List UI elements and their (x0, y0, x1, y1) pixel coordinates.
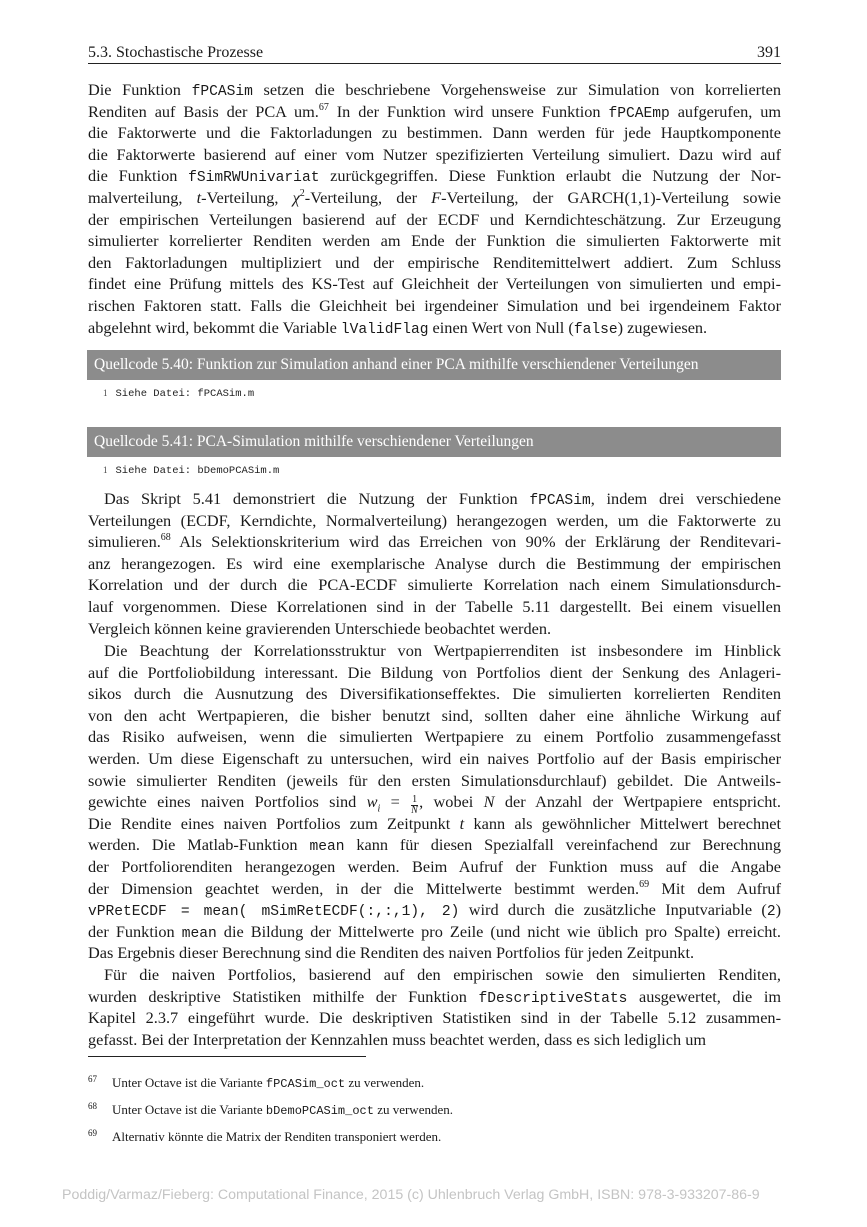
line-number: 1 (103, 388, 108, 398)
text-line: Für die naiven Portfolios, basierend auf den empirischen sowie den simulierten Renditen, (104, 965, 781, 984)
text-line: findet eine Prüfung mittels des KS-Test auf Gleichheit der Verteilungen von simulierten und empi- (88, 274, 781, 294)
text-line: sowie simulierter Renditen (jeweils für den ersten Simulationsdurchlauf) gebildet. Die Antweils- (88, 770, 781, 790)
footnote-text: Unter Octave ist die Variante bDemoPCASim_oct zu verwenden. (112, 1102, 453, 1118)
inline-code: fPCAEmp (608, 105, 670, 122)
listing-caption-5-40: Quellcode 5.40: Funktion zur Simulation anhand einer PCA mithilfe verschiendener Verteilungen (87, 350, 781, 380)
text-line: Das Ergebnis dieser Berechnung sind die Renditen des naiven Portfolios für jeden Zeitpunkt. (88, 943, 695, 963)
text-line: Korrelation und der durch die PCA-ECDF simulierte Korrelation nach einem Simulationsdurch- (88, 575, 781, 595)
text-line: werden. Um diese Eigenschaft zu untersuchen, wird ein naives Portfolio auf der Basis empirischer (88, 748, 781, 768)
inline-code: fPCASim (529, 493, 591, 509)
text-line: Das Skript 5.41 demonstriert die Nutzung der Funktion fPCASim, indem drei verschiedene (104, 489, 781, 509)
text-line: die Faktorwerte basierend auf einer vom Nutzer spezifizierten Verteilung simuliert. Dazu wird auf (88, 144, 781, 164)
inline-code: fPCASim (191, 84, 253, 100)
copyright-footer: Poddig/Varmaz/Fieberg: Computational Finance, 2015 (c) Uhlenbruch Verlag GmbH, ISBN: 978-3-933207-86-9 (62, 1187, 760, 1203)
running-header (88, 43, 781, 64)
footnote-number: 69 (88, 1128, 97, 1138)
text-line: simulieren.$^{68}$ Als Selektionskriterium wird das Erreichen von 90% der Erklärung der Renditevari- (88, 532, 781, 552)
inline-code: mean (309, 839, 345, 856)
text-line: sikos durch die Ausnutzung des Diversifikationseffektes. Die simulierten korrelierten Renditen (88, 684, 781, 704)
section-title: 5.3. Stochastische Prozesse (88, 44, 264, 61)
superscript: 68 (160, 532, 171, 544)
text-line: Die Beachtung der Korrelationsstruktur von Wertpapierrenditen ist insbesondere im Hinblick (104, 641, 781, 660)
text-line: die Funktion fSimRWUnivariat zurückgegriffen. Diese Funktion erlaubt die Nutzung der Nor- (88, 166, 781, 187)
text-line: Verteilungen (ECDF, Kerndichte, Normalverteilung) herangezogen werden, um die Faktorwerte zu (88, 510, 781, 530)
text-line: wurden deskriptive Statistiken mithilfe der Funktion fDescriptiveStats ausgewertet, die im (88, 986, 782, 1007)
inline-code: fDescriptiveStats (478, 990, 628, 1007)
line-number: 1 (103, 465, 108, 475)
inline-code: mean (181, 925, 217, 942)
code-text: Siehe Datei: fPCASim.m (115, 388, 255, 400)
text-line: abgelehnt wird, bekommt die Variable lValidFlag einen Wert von Null (false) zugewiesen. (88, 317, 708, 338)
paragraph-3 (88, 640, 781, 964)
inline-code: false (573, 321, 618, 338)
text-line: simulierter korrelierter Renditen werden am Ende der Funktion die simulierten Faktorwerte mit (88, 231, 781, 251)
text-line: Die Funktion fPCASim setzen die beschriebene Vorgehensweise zur Simulation von korrelierten (88, 80, 781, 100)
text-line: rischen Faktoren statt. Falls die Gleichheit bei irgendeiner Simulation und bei irgendeinem Faktor (88, 295, 781, 315)
fraction: $\frac{1}{N}$ (411, 794, 418, 817)
footnote-text: Unter Octave ist die Variante fPCASim_oct zu verwenden. (112, 1075, 425, 1091)
inline-code: fSimRWUnivariat (188, 170, 320, 187)
text-line: vPRetECDF = mean( mSimRetECDF(:,:,1), 2) wird durch die zusätzliche Inputvariable (2) (88, 900, 781, 921)
listing-caption-5-41: Quellcode 5.41: PCA-Simulation mithilfe verschiendener Verteilungen (87, 427, 781, 457)
text-line: anz herangezogen. Es wird eine exemplarische Analyse durch die Bestimmung der empirischen (88, 553, 781, 573)
text-line: von den acht Wertpapieren, die bisher benutzt sind, sollten daher eine ähnliche Wirkung auf (88, 705, 781, 725)
math-symbol: F (431, 187, 442, 207)
inline-code: 2 (766, 904, 776, 921)
footnote-text: Alternativ könnte die Matrix der Renditen transponiert werden. (112, 1129, 442, 1144)
text-line: auf die Portfoliobildung interessant. Die Bildung von Portfolios dient der Senkung des Anlageri- (88, 662, 781, 682)
footnote-67 (88, 1071, 424, 1092)
paragraph-2 (88, 488, 781, 639)
superscript: 67 (318, 101, 329, 113)
footnote-rule (88, 1056, 366, 1057)
math-symbol: w (366, 792, 378, 812)
inline-code: vPRetECDF = mean( mSimRetECDF(:,:,1), 2) (88, 904, 460, 921)
footnote-68 (88, 1098, 453, 1119)
text-line: der Dimension geachtet werden, in der die Mittelwerte bestimmt werden.$^{69}$ Mit dem Aufruf (88, 878, 781, 898)
text-line: gewichte eines naiven Portfolios sind $w_i$ = $\frac{1}{N}$ , wobei N der Anzahl der Wertpapiere entspricht. (88, 792, 782, 817)
math-symbol: t (196, 187, 202, 207)
inline-code: lValidFlag (340, 321, 429, 338)
text-line: der Portfoliorenditen herangezogen werden. Beim Aufruf der Funktion muss auf die Angabe (88, 856, 781, 876)
text-line: der Funktion mean die Bildung der Mittelwerte pro Zeile (und nicht wie üblich pro Spalte) erreicht. (88, 921, 781, 942)
listing-code-5-41 (103, 465, 279, 477)
text-line: Kapitel 2.3.7 eingeführt wurde. Die deskriptiven Statistiken sind in der Tabelle 5.12 zusammen- (88, 1008, 781, 1028)
text-line: die Faktorwerte und die Faktorladungen zu bestimmen. Dann werden für jede Hauptkomponente (88, 123, 781, 143)
text-line: Vergleich können keine gravierenden Unterschiede beobachtet werden. (88, 618, 552, 638)
text-line: lauf vorgenommen. Diese Korrelationen sind in der Tabelle 5.11 dargestellt. Bei einem visuellen (88, 596, 781, 616)
page-number: 391 (757, 44, 781, 61)
listing-code-5-40 (103, 388, 254, 400)
text-line: Die Rendite eines naiven Portfolios zum Zeitpunkt t kann als gewöhnlicher Mittelwert berechnet (88, 813, 781, 833)
text-line: Renditen auf Basis der PCA um.$^{67}$ In der Funktion wird unsere Funktion fPCAEmp aufgerufen, um (88, 101, 781, 122)
math-symbol: N (483, 792, 495, 812)
code-text: Siehe Datei: bDemoPCASim.m (115, 465, 280, 477)
text-line: den Faktorladungen multipliziert und der empirische Renditemittelwert addiert. Zum Schluss (88, 252, 781, 272)
superscript: 69 (639, 878, 650, 890)
footnote-69 (88, 1125, 441, 1145)
inline-code: bDemoPCASim_oct (265, 1104, 374, 1118)
math-symbol: t (459, 813, 465, 833)
text-line: der empirischen Verteilungen basierend auf der ECDF und Kerndichteschätzung. Zur Erzeugung (88, 209, 781, 229)
text-line: malverteilung, t-Verteilung, $\chi^2$-Verteilung, der F-Verteilung, der GARCH(1,1)-Verteilung sowie (88, 187, 781, 207)
paragraph-1 (88, 79, 781, 338)
math-symbol: χ (292, 187, 300, 207)
text-line: das Risiko aufweisen, wenn die simulierten Wertpapiere zu einem Portfolio zusammengefasst (88, 727, 781, 747)
paragraph-4 (88, 964, 781, 1050)
inline-code: fPCASim_oct (265, 1077, 346, 1091)
footnote-number: 68 (88, 1101, 97, 1111)
superscript: 2 (299, 187, 305, 199)
text-line: werden. Die Matlab-Funktion mean kann für diesen Spezialfall vereinfachend zur Berechnung (88, 835, 782, 856)
subscript: i (377, 803, 381, 815)
text-line: gefasst. Bei der Interpretation der Kennzahlen muss beachtet werden, dass es sich lediglich um (88, 1029, 707, 1049)
footnote-number: 67 (88, 1074, 97, 1084)
